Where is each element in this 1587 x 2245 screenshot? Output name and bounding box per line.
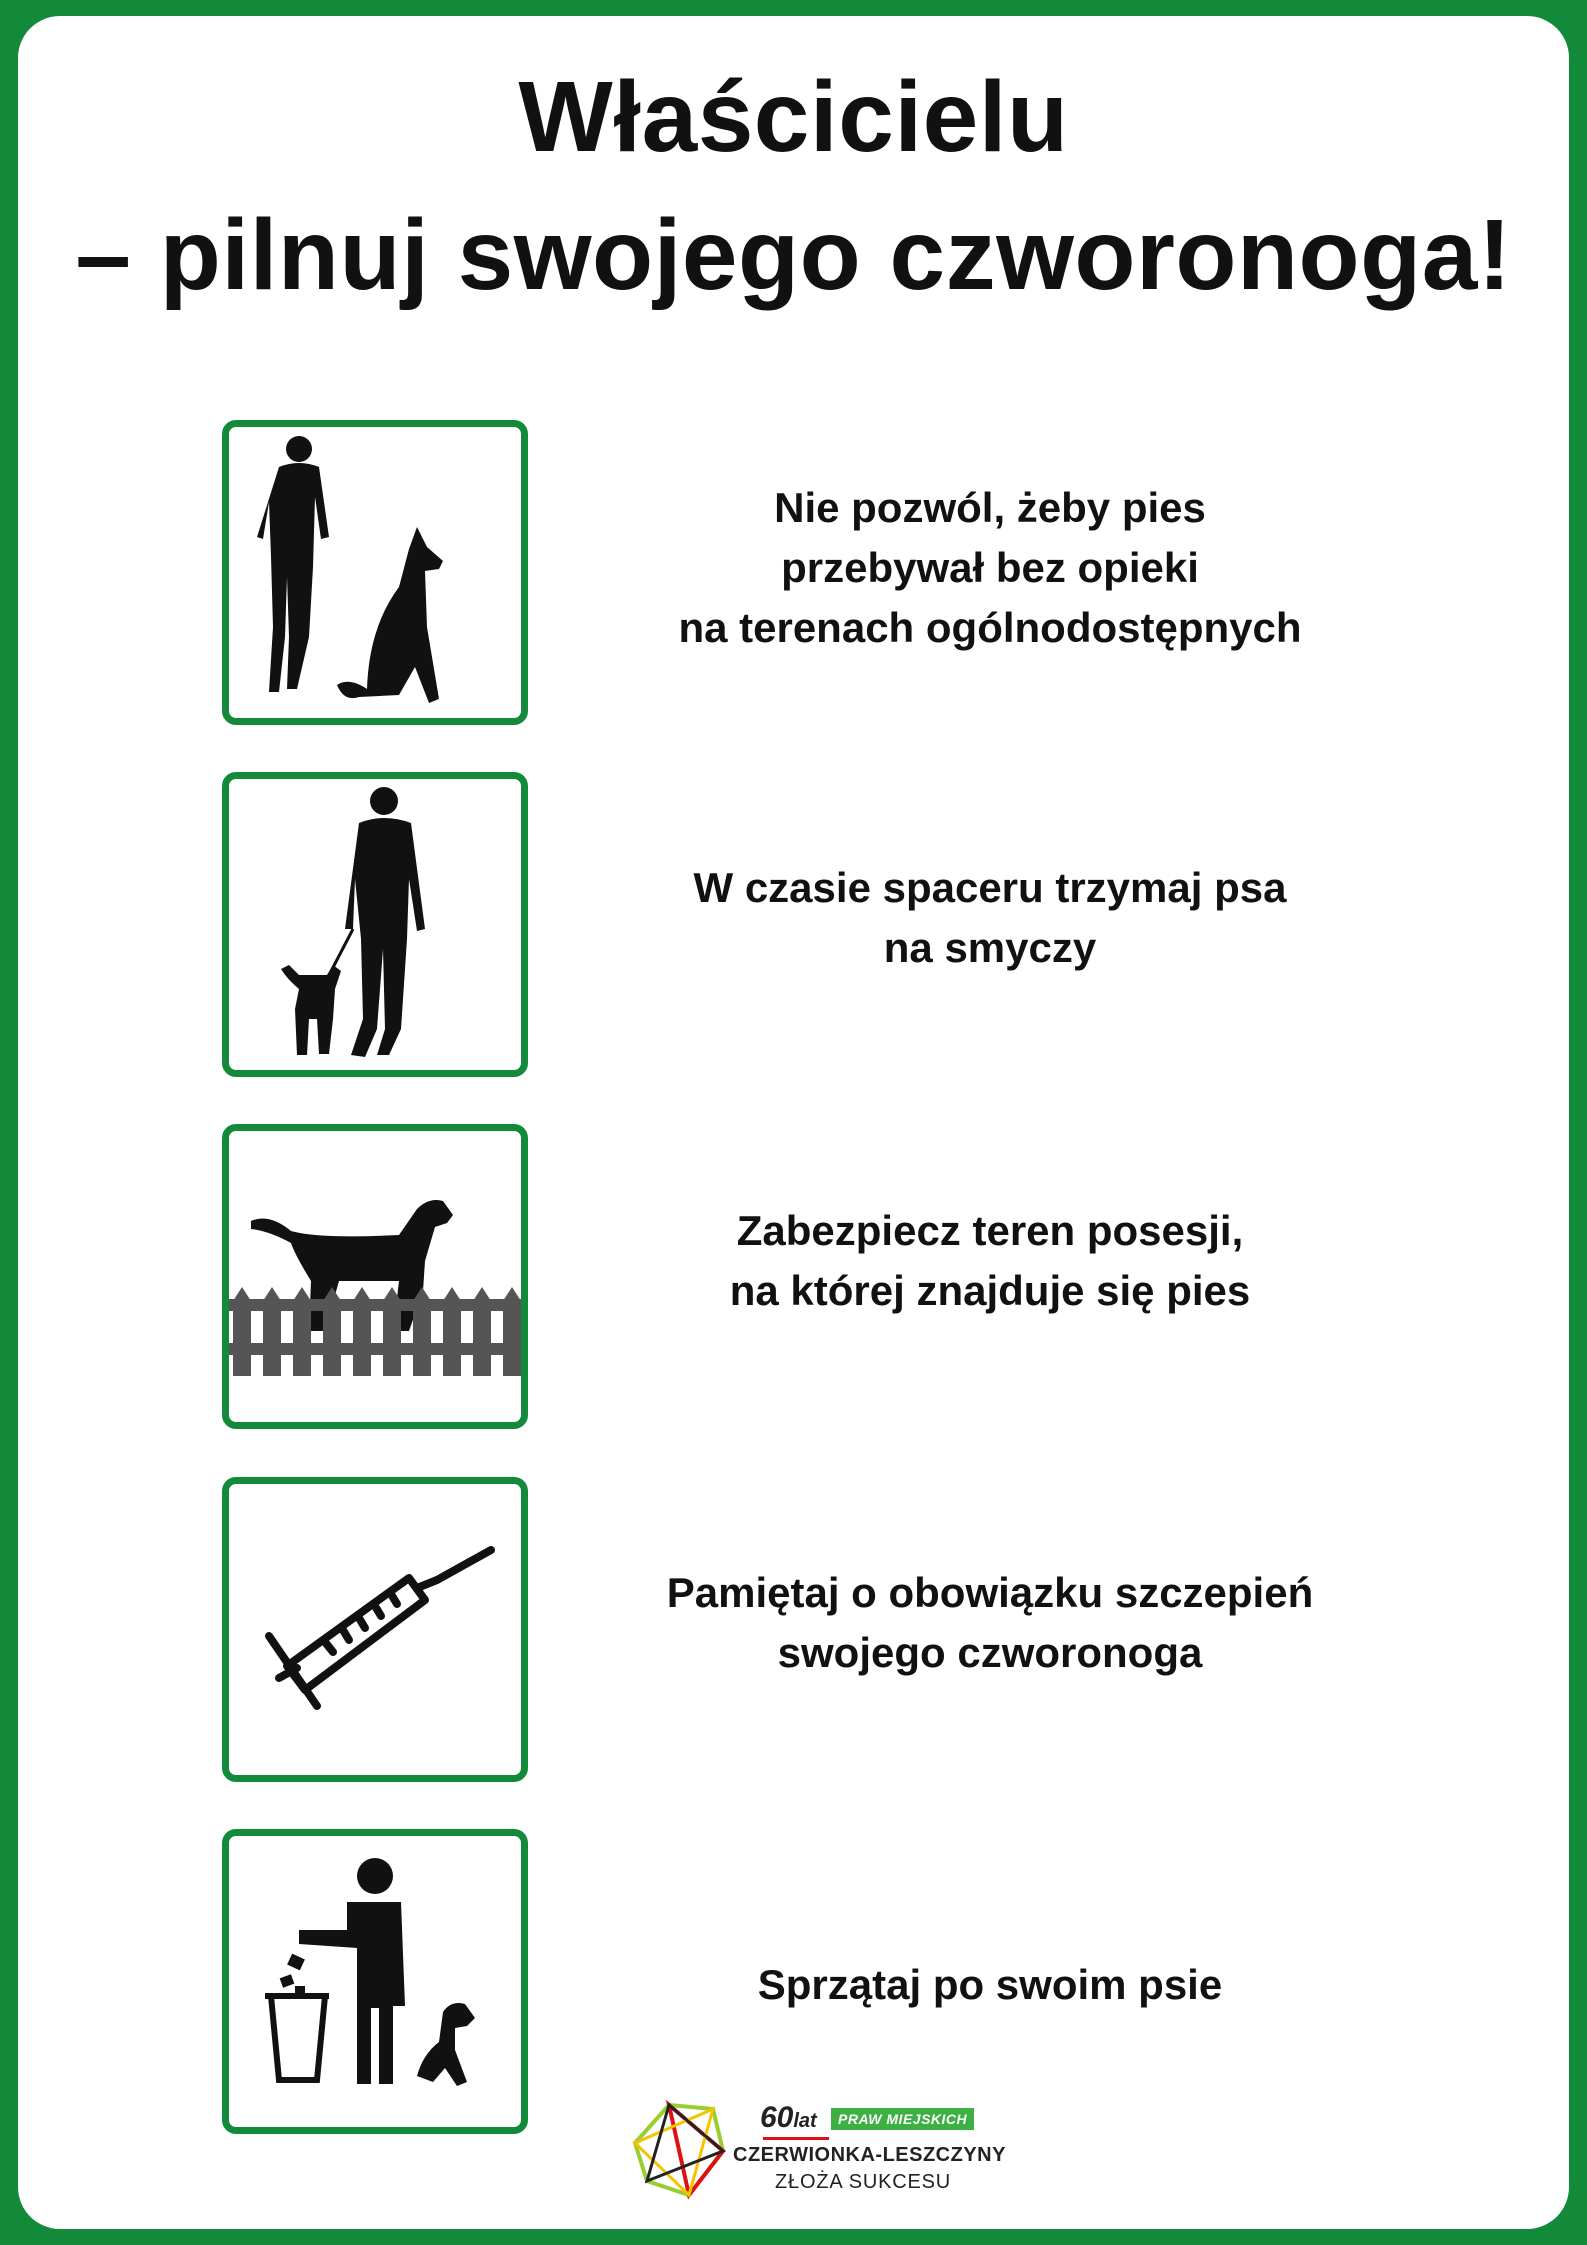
rule-5-line-1: Sprzątaj po swoim psie [757,1961,1223,2008]
rule-3-icon-box [222,1124,528,1429]
logo-years-number: 60 [760,2101,794,2134]
logo-badge: PRAW MIEJSKICH [831,2108,974,2130]
logo-city-name: CZERWIONKA-LESZCZYNY [733,2144,1006,2166]
rule-3-line-1: Zabezpiecz teren posesji, [736,1207,1244,1254]
person-with-sitting-dog-icon [229,427,521,718]
rule-1-text [590,478,1390,658]
rule-3-line-2: na której znajduje się pies [729,1267,1251,1314]
title-line-1: Właścicielu [518,61,1069,173]
logo-years [760,2101,817,2135]
city-logo [625,2095,1025,2205]
rule-4-icon-box [222,1477,528,1782]
rule-1-line-3: na terenach ogólnodostępnych [678,604,1302,651]
rule-2-icon-box [222,772,528,1077]
rule-3-text [590,1201,1390,1321]
rule-2-text [590,858,1390,978]
rule-5-icon-box [222,1829,528,2134]
rule-4-text [590,1563,1390,1683]
city-logo-crystal-icon [625,2095,735,2205]
logo-red-line [763,2137,829,2140]
rule-1-line-1: Nie pozwól, żeby pies [774,484,1206,531]
logo-years-suffix: lat [793,2110,817,2132]
syringe-icon [229,1484,521,1775]
logo-motto: ZŁOŻA SUKCESU [775,2171,951,2193]
rule-2-line-1: W czasie spaceru trzymaj psa [693,864,1287,911]
rule-4-line-2: swojego czworonoga [777,1629,1203,1676]
rule-5-text [590,1955,1390,2015]
rule-1-icon-box [222,420,528,725]
person-walking-dog-on-leash-icon [229,779,521,1070]
rule-2-line-2: na smyczy [883,924,1097,971]
rule-4-line-1: Pamiętaj o obowiązku szczepień [666,1569,1314,1616]
poster-title [0,48,1587,324]
title-line-2: – pilnuj swojego czworonoga! [75,199,1512,311]
rule-1-line-2: przebywał bez opieki [781,544,1199,591]
person-trash-bin-dog-icon [229,1836,521,2127]
dog-behind-fence-icon [229,1131,521,1422]
